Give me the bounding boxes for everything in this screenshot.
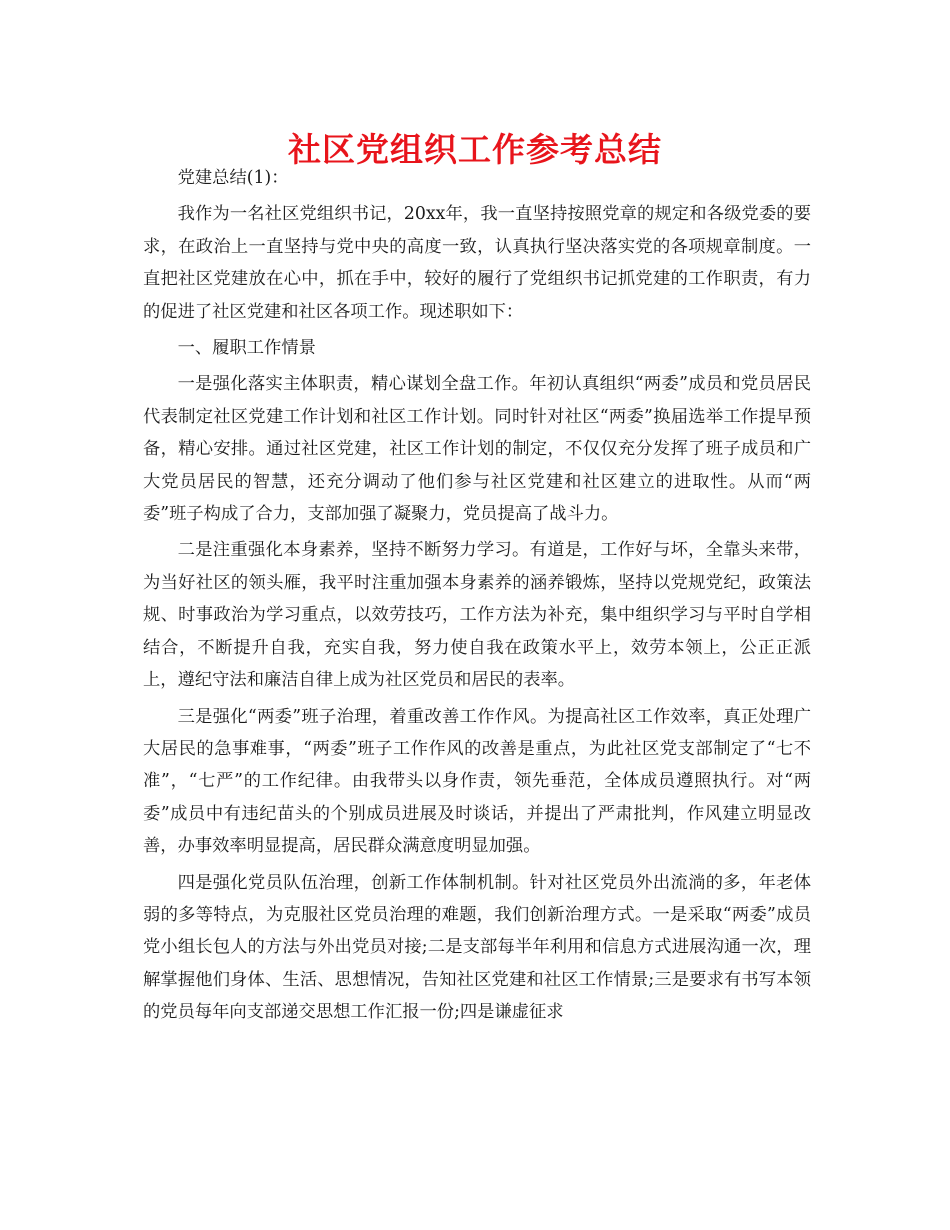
- section-heading: 一、履职工作情景: [177, 338, 316, 359]
- paragraph-intro: 我作为一名社区党组织书记，20xx年，我一直坚持按照党章的规定和各级党委的要求，在政治上一直坚持与党中央的高度一致，认真执行坚决落实党的各项规章制度。一直把社区党建放在心中，抓在手中，较好的履行了党组织书记抓党建的工作职责，有力的促进了社区党建和社区各项工作。现述职如下：: [143, 204, 811, 322]
- paragraph-point-4: 四是强化党员队伍治理，创新工作体制机制。针对社区党员外出流淌的多，年老体弱的多等特点，为克服社区党员治理的难题，我们创新治理方式。一是采取“两委”成员党小组长包人的方法与外出党员对接;二是支部每半年利用和信息方式进展沟通一次，理解掌握他们身体、生活、思想情况，告知社区党建和社区工作情景;三是要求有书写本领的党员每年向支部递交思想工作汇报一份;四是谦虚征求: [143, 872, 811, 1023]
- document-title: 社区党组织工作参考总结: [288, 130, 662, 169]
- paragraph-point-3: 三是强化“两委”班子治理，着重改善工作作风。为提高社区工作效率，真正处理广大居民的急事难事，“两委”班子工作作风的改善是重点，为此社区党支部制定了“七不准”，“七严”的工作纪律。由我带头以身作责，领先垂范，全体成员遵照执行。对“两委”成员中有违纪苗头的个别成员进展及时谈话，并提出了严肃批判，作风建立明显改善，办事效率明显提高，居民群众满意度明显加强。: [143, 706, 811, 857]
- paragraph-heading-label: 党建总结(1)：: [177, 168, 289, 188]
- document-body: [143, 162, 811, 1033]
- paragraph-point-1: 一是强化落实主体职责，精心谋划全盘工作。年初认真组织“两委”成员和党员居民代表制定社区党建工作计划和社区工作计划。同时针对社区“两委”换届选举工作提早预备，精心安排。通过社区党建，社区工作计划的制定，不仅仅充分发挥了班子成员和广大党员居民的智慧，还充分调动了他们参与社区党建和社区建立的进取性。从而“两委”班子构成了合力，支部加强了凝聚力，党员提高了战斗力。: [143, 374, 811, 525]
- paragraph-point-2: 二是注重强化本身素养，坚持不断努力学习。有道是，工作好与坏，全靠头来带，为当好社区的领头雁，我平时注重加强本身素养的涵养锻炼，坚持以党规党纪，政策法规、时事政治为学习重点，以效劳技巧，工作方法为补充，集中组织学习与平时自学相结合，不断提升自我，充实自我，努力使自我在政策水平上，效劳本领上，公正正派上，遵纪守法和廉洁自律上成为社区党员和居民的表率。: [143, 540, 811, 691]
